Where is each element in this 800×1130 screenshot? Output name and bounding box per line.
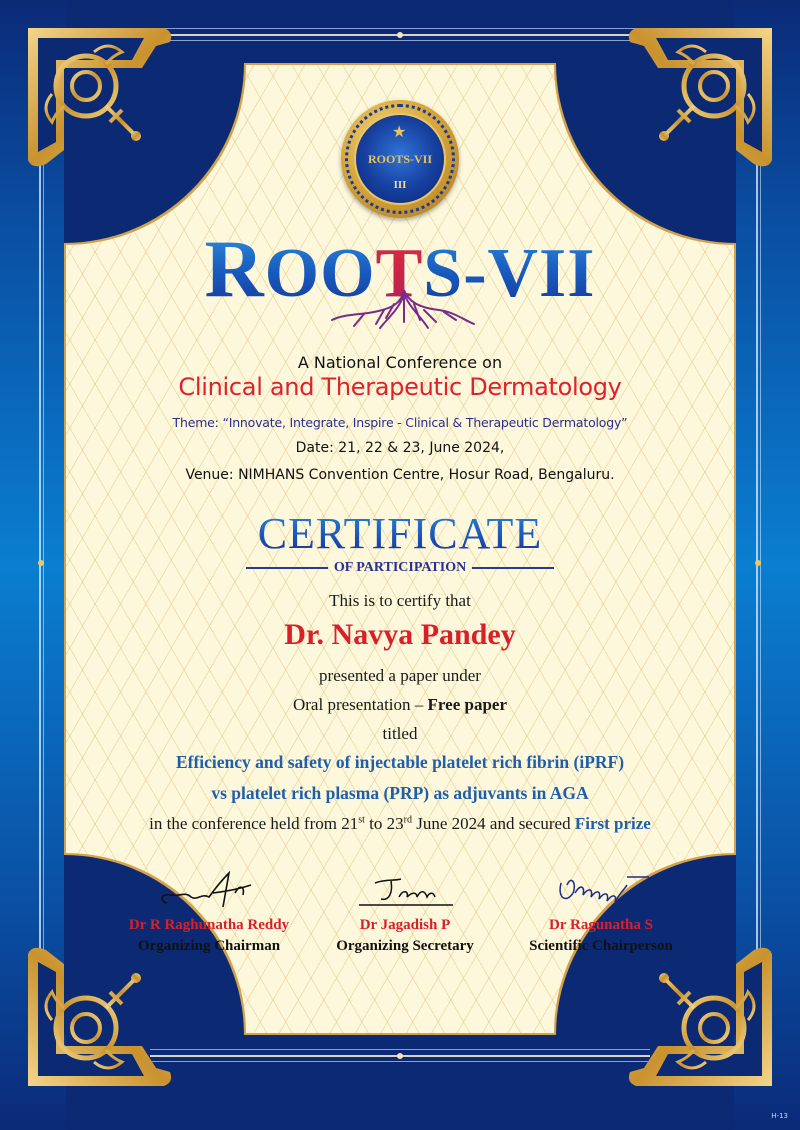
certificate-content [64, 63, 736, 1035]
seal-inner [356, 115, 444, 203]
border-line [150, 1061, 650, 1062]
conference-intro: A National Conference on [297, 353, 503, 372]
logo-letter-t: T [375, 235, 424, 312]
recipient-name: Dr. Navya Pandey [284, 618, 516, 651]
signature-chairperson [506, 863, 696, 955]
held-text: to 23 [364, 814, 404, 833]
signatory-name: Dr Ragunatha S [549, 917, 653, 933]
border-ornament-dot [397, 32, 403, 38]
held-line [64, 814, 736, 834]
border-line [150, 28, 650, 29]
divider [472, 567, 554, 569]
category-prefix: Oral presentation – [292, 695, 428, 714]
signatory-role: Organizing Chairman [137, 938, 281, 954]
ordinal-suffix: st [358, 814, 365, 826]
paper-title-line-1: Efficiency and safety of injectable platelet rich fibrin (iPRF) [175, 752, 625, 772]
category-line [64, 695, 736, 715]
certificate-title: CERTIFICATE [64, 508, 736, 559]
conference-venue: Venue: NIMHANS Convention Centre, Hosur Road, Bengaluru. [185, 467, 615, 483]
certificate-code: H-13 [771, 1112, 788, 1120]
certificate-subtitle: OF PARTICIPATION [333, 560, 467, 575]
border-line [150, 40, 650, 41]
conference-seal-logo [341, 100, 459, 218]
prize-text: First prize [574, 814, 651, 833]
border-ornament-dot [397, 1053, 403, 1059]
held-text: June 2024 and secured [411, 814, 575, 833]
signatory-role: Scientific Chairperson [529, 938, 673, 954]
paper-title-line-2: vs platelet rich plasma (PRP) as adjuvants in AGA [211, 783, 589, 803]
conference-date: Date: 21, 22 & 23, June 2024, [295, 440, 505, 456]
signature-icon [139, 863, 279, 911]
conference-name: Clinical and Therapeutic Dermatology [178, 373, 622, 401]
star-icon: ★ [392, 124, 407, 141]
logo-letter-r: R [204, 223, 265, 314]
presented-line: presented a paper under [319, 666, 481, 685]
seal-numeral: III [393, 179, 407, 191]
signatory-name: Dr Jagadish P [359, 917, 451, 933]
certify-line: This is to certify that [329, 591, 471, 610]
signatory-name: Dr R Raghunatha Reddy [128, 917, 290, 933]
divider [246, 567, 328, 569]
signature-chairman [114, 863, 304, 955]
ordinal-suffix: rd [403, 814, 412, 826]
signature-secretary [310, 863, 500, 955]
seal-text: ROOTS-VII [367, 152, 432, 166]
border-ornament-dot [755, 560, 761, 566]
border-ornament-dot [38, 560, 44, 566]
roots-logo [64, 223, 736, 318]
signature-block [114, 863, 696, 955]
titled-line: titled [382, 724, 418, 743]
signatory-role: Organizing Secretary [336, 938, 474, 954]
border-line [150, 1049, 650, 1050]
certificate-subtitle-row [246, 560, 554, 576]
logo-letters-oo: OO [264, 235, 376, 312]
conference-theme: Theme: “Innovate, Integrate, Inspire - Clinical & Therapeutic Dermatology” [172, 415, 628, 430]
category-type: Free paper [427, 695, 507, 714]
signature-icon [335, 863, 475, 911]
held-text: in the conference held from 21 [149, 814, 359, 833]
roots-icon [324, 290, 484, 330]
logo-letters-svii: S-VII [423, 235, 596, 312]
signature-icon [531, 863, 671, 911]
